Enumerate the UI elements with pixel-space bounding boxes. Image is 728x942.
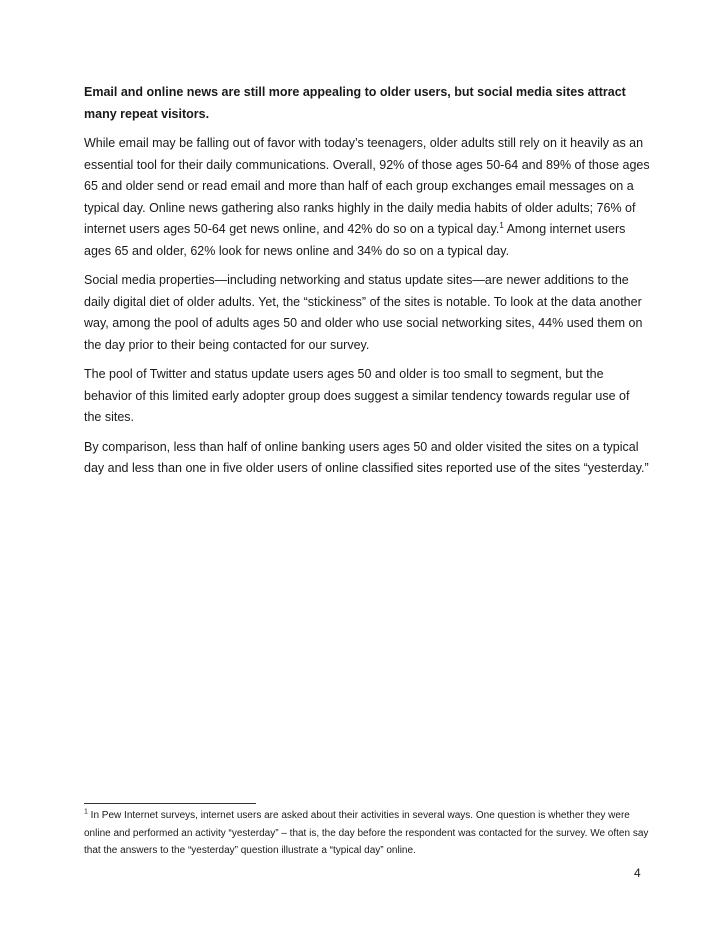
footnote-number: 1 (84, 808, 88, 816)
paragraph-text: While email may be falling out of favor with today’s teenagers, older adults still rely on it heavily as an essential tool for their daily communications. Overall, 92% of those ages 50-64 and 89% of those ages 65 and older send or read email and more than half of each group exchanges email messages on a typical day. Online news gathering also ranks highly in the daily media habits of older adults; 76% of internet users ages 50-64 get news online, and 42% do so on a typical day. (84, 136, 650, 236)
footnote-text: In Pew Internet surveys, internet users are asked about their activities in several ways. One question is whether they were online and performed an activity “yesterday” – that is, the day before the respondent was contacted for the survey. We often say that the answers to the “yesterday” question illustrate a “typical day” online. (84, 810, 649, 856)
section-heading: Email and online news are still more appealing to older users, but social media sites attract many repeat visitors. (84, 85, 626, 121)
footnote-divider (84, 803, 256, 804)
paragraph-text-continued: Among internet users ages 65 and older, 62% look for news online and 34% do so on a typical day. (84, 222, 626, 258)
page-number: 4 (634, 866, 641, 880)
footnote-reference: 1 (499, 220, 504, 230)
paragraph-email-news (84, 133, 650, 262)
footnote (84, 807, 650, 860)
paragraph-online-banking: By comparison, less than half of online banking users ages 50 and older visited the sites on a typical day and less than one in five older users of online classified sites reported use of the sites “yesterday.” (84, 439, 649, 475)
body-text (84, 82, 650, 488)
paragraph-twitter: The pool of Twitter and status update users ages 50 and older is too small to segment, but the behavior of this limited early adopter group does suggest a similar tendency towards regular use of the sites. (84, 367, 630, 424)
paragraph-social-media: Social media properties—including networking and status update sites—are newer additions to the daily digital diet of older adults. Yet, the “stickiness” of the sites is notable. To look at the data another way, among the pool of adults ages 50 and older who use social networking sites, 44% used them on the day prior to their being contacted for our survey. (84, 273, 643, 352)
